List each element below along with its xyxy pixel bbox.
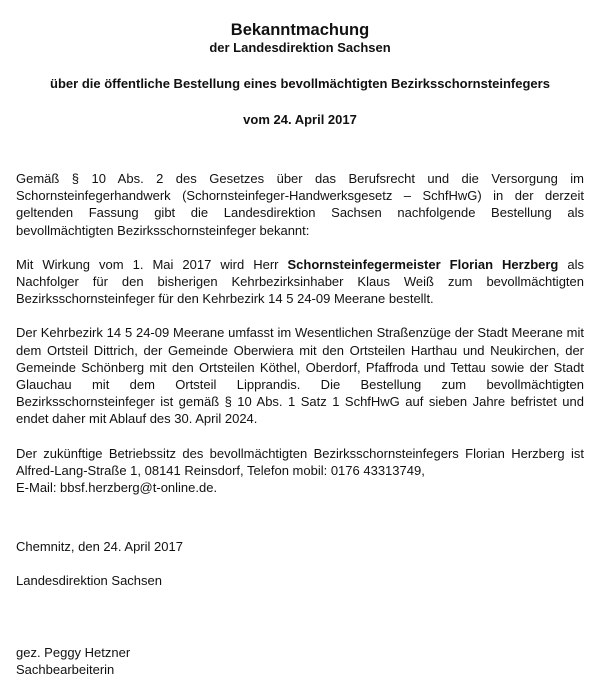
announcement-document (16, 0, 584, 678)
paragraph-legal-basis: Gemäß § 10 Abs. 2 des Gesetzes über das Berufsrecht und die Versorgung im Schornsteinfegerhandwerk (Schornsteinfeger-Handwerksgesetz – SchfHwG) in der derzeit geltenden Fassung gibt die Landesdirektion Sachsen nachfolgende Bestellung als bevollmächtigten Bezirksschornsteinfeger bekannt: (16, 171, 584, 238)
document-date: vom 24. April 2017 (243, 112, 357, 127)
place-and-date: Chemnitz, den 24. April 2017 (16, 539, 183, 555)
document-subject: über die öffentliche Bestellung eines bevollmächtigten Bezirksschornsteinfegers (50, 76, 550, 91)
paragraph-appointment (16, 256, 584, 308)
paragraph-district-description: Der Kehrbezirk 14 5 24-09 Meerane umfasst im Wesentlichen Straßenzüge der Stadt Meerane mit dem Ortsteil Dittrich, der Gemeinde Oberwiera mit den Ortsteilen Harthau und Neukirchen, der Gemeinde Schönberg mit den Ortsteilen Köthel, Oberdorf, Pfaffroda und Tettau sowie der Stadt Glauchau mit dem Ortsteil Lipprandis. Die Bestellung zum bevollmächtigten Bezirksschornsteinfeger ist gemäß § 10 Abs. 1 Satz 1 SchfHwG auf sieben Jahre befristet und endet daher mit Ablauf des 30. April 2024. (16, 325, 584, 427)
document-title: Bekanntmachung (230, 21, 370, 39)
appointment-text-before: Mit Wirkung vom 1. Mai 2017 wird Herr (16, 256, 288, 272)
appointment-text-after: als Nachfolger für den bisherigen Kehrbezirksinhaber Klaus Weiß zum bevollmächtigten Bezirksschornsteinfeger für den Kehrbezirk 14 5 24-09 Meerane bestellt. (16, 256, 585, 307)
signatory: gez. Peggy Hetzner (16, 645, 131, 661)
issuing-authority: Landesdirektion Sachsen (16, 573, 162, 589)
email-text: E-Mail: bbsf.herzberg@t-online.de. (16, 480, 218, 496)
appointee-name: Schornsteinfegermeister Florian Herzberg (287, 256, 559, 272)
signatory-role: Sachbearbeiterin (16, 662, 115, 678)
business-address-text: Der zukünftige Betriebssitz des bevollmächtigten Bezirksschornsteinfegers Florian Herzberg ist Alfred-Lang-Straße 1, 08141 Reinsdorf, Telefon mobil: 0176 43313749, (16, 445, 584, 478)
paragraph-business-address (16, 445, 584, 497)
document-subtitle: der Landesdirektion Sachsen (209, 40, 391, 55)
